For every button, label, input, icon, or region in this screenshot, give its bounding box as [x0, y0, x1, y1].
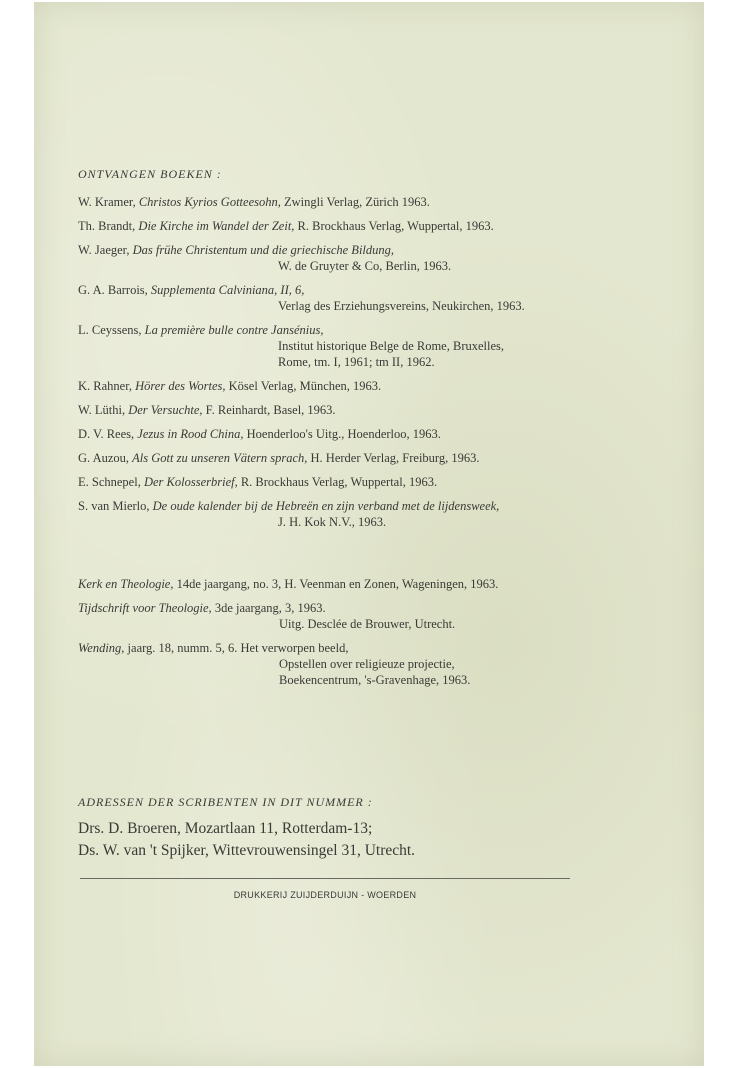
- book-author: K. Rahner,: [78, 379, 136, 393]
- book-author: L. Ceyssens,: [78, 323, 145, 337]
- book-publisher-line: Rome, tm. I, 1961; tm II, 1962.: [278, 355, 435, 369]
- book-title: Der Kolosserbrief,: [143, 475, 238, 489]
- book-title: Das frühe Christentum und die griechische Bildung,: [132, 243, 395, 257]
- journal-detail-line: Opstellen over religieuze projectie,: [279, 657, 455, 671]
- book-author: S. van Mierlo,: [78, 499, 153, 513]
- addresses-heading: ADRESSEN DER SCRIBENTEN IN DIT NUMMER :: [78, 795, 373, 809]
- book-author: G. A. Barrois,: [78, 283, 151, 297]
- book-title: Jezus in Rood China,: [137, 427, 244, 441]
- book-title: Christos Kyrios Gotteesohn,: [138, 195, 281, 209]
- journal-title: Kerk en Theologie,: [78, 577, 174, 591]
- book-entry: [78, 282, 578, 314]
- journal-entry: [78, 640, 578, 688]
- book-publisher: Zwingli Verlag, Zürich 1963.: [280, 195, 430, 209]
- book-entry: [78, 474, 578, 490]
- book-author: G. Auzou,: [78, 451, 133, 465]
- journal-entry-line: [78, 600, 578, 616]
- book-entry: [78, 498, 578, 530]
- book-author: Th. Brandt,: [78, 219, 139, 233]
- book-author: W. Kramer,: [78, 195, 139, 209]
- printer-credit: DRUKKERIJ ZUIJDERDUIJN - WOERDEN: [233, 890, 417, 900]
- journal-details: jaarg. 18, numm. 5, 6. Het verworpen beeld,: [124, 641, 349, 655]
- journal-title: Tijdschrift voor Theologie,: [78, 601, 212, 615]
- book-publisher-line: W. de Gruyter & Co, Berlin, 1963.: [278, 259, 452, 273]
- book-entry: [78, 322, 578, 370]
- book-title: Die Kirche im Wandel der Zeit,: [138, 219, 295, 233]
- book-entry: [78, 218, 578, 234]
- book-title: Hörer des Wortes,: [135, 379, 226, 393]
- book-publisher: R. Brockhaus Verlag, Wuppertal, 1963.: [294, 219, 494, 233]
- book-publisher: Hoenderloo's Uitg., Hoenderloo, 1963.: [243, 427, 441, 441]
- book-publisher: F. Reinhardt, Basel, 1963.: [202, 403, 336, 417]
- book-author: E. Schnepel,: [78, 475, 144, 489]
- book-entry-line: [78, 194, 578, 210]
- book-entry-line: [78, 498, 578, 514]
- book-entry-line: [78, 322, 578, 338]
- book-title: De oude kalender bij de Hebreën en zijn verband met de lijdensweek,: [152, 499, 500, 513]
- journal-detail-line: Boekencentrum, 's-Gravenhage, 1963.: [279, 673, 471, 687]
- book-entry: [78, 194, 578, 210]
- book-author: W. Jaeger,: [78, 243, 133, 257]
- books-list: [78, 194, 578, 530]
- journal-entry-line: [78, 640, 578, 656]
- book-entry: [78, 378, 578, 394]
- book-entry-line: [78, 378, 578, 394]
- received-books-section: [78, 166, 578, 696]
- book-entry-line: [78, 474, 578, 490]
- book-entry-line: [78, 426, 578, 442]
- book-title: Supplementa Calviniana, II, 6,: [150, 283, 305, 297]
- book-entry: [78, 450, 578, 466]
- journal-entry: [78, 576, 578, 592]
- book-entry: [78, 242, 578, 274]
- book-author: D. V. Rees,: [78, 427, 138, 441]
- footer-rule: [80, 878, 570, 879]
- journal-details: 3de jaargang, 3, 1963.: [211, 601, 326, 615]
- journal-details: 14de jaargang, no. 3, H. Veenman en Zonen, Wageningen, 1963.: [173, 577, 499, 591]
- book-entry: [78, 402, 578, 418]
- journal-entry-line: [78, 576, 578, 592]
- book-publisher-line: J. H. Kok N.V., 1963.: [278, 515, 387, 529]
- book-entry: [78, 426, 578, 442]
- book-title: Als Gott zu unseren Vätern sprach,: [132, 451, 308, 465]
- journal-detail-line: Uitg. Desclée de Brouwer, Utrecht.: [279, 617, 456, 631]
- journal-title: Wending,: [78, 641, 125, 655]
- book-entry-line: [78, 218, 578, 234]
- book-entry-line: [78, 402, 578, 418]
- address-line: Ds. W. van 't Spijker, Wittevrouwensingel 31, Utrecht.: [78, 842, 416, 859]
- book-publisher-line: Institut historique Belge de Rome, Bruxelles,: [278, 339, 505, 353]
- received-books-heading: ONTVANGEN BOEKEN :: [78, 167, 222, 181]
- book-publisher-line: Verlag des Erziehungsvereins, Neukirchen, 1963.: [278, 299, 525, 313]
- book-author: W. Lüthi,: [78, 403, 129, 417]
- journals-list: [78, 576, 578, 688]
- addresses-block: [78, 818, 415, 862]
- book-publisher: H. Herder Verlag, Freiburg, 1963.: [307, 451, 480, 465]
- book-entry-line: [78, 282, 578, 298]
- book-entry-line: [78, 242, 578, 258]
- address-line: Drs. D. Broeren, Mozartlaan 11, Rotterdam-13;: [78, 820, 373, 837]
- book-title: Der Versuchte,: [128, 403, 203, 417]
- book-publisher: Kösel Verlag, München, 1963.: [225, 379, 382, 393]
- book-entry-line: [78, 450, 578, 466]
- journal-entry: [78, 600, 578, 632]
- book-publisher: R. Brockhaus Verlag, Wuppertal, 1963.: [237, 475, 438, 489]
- book-title: La première bulle contre Jansénius,: [144, 323, 324, 337]
